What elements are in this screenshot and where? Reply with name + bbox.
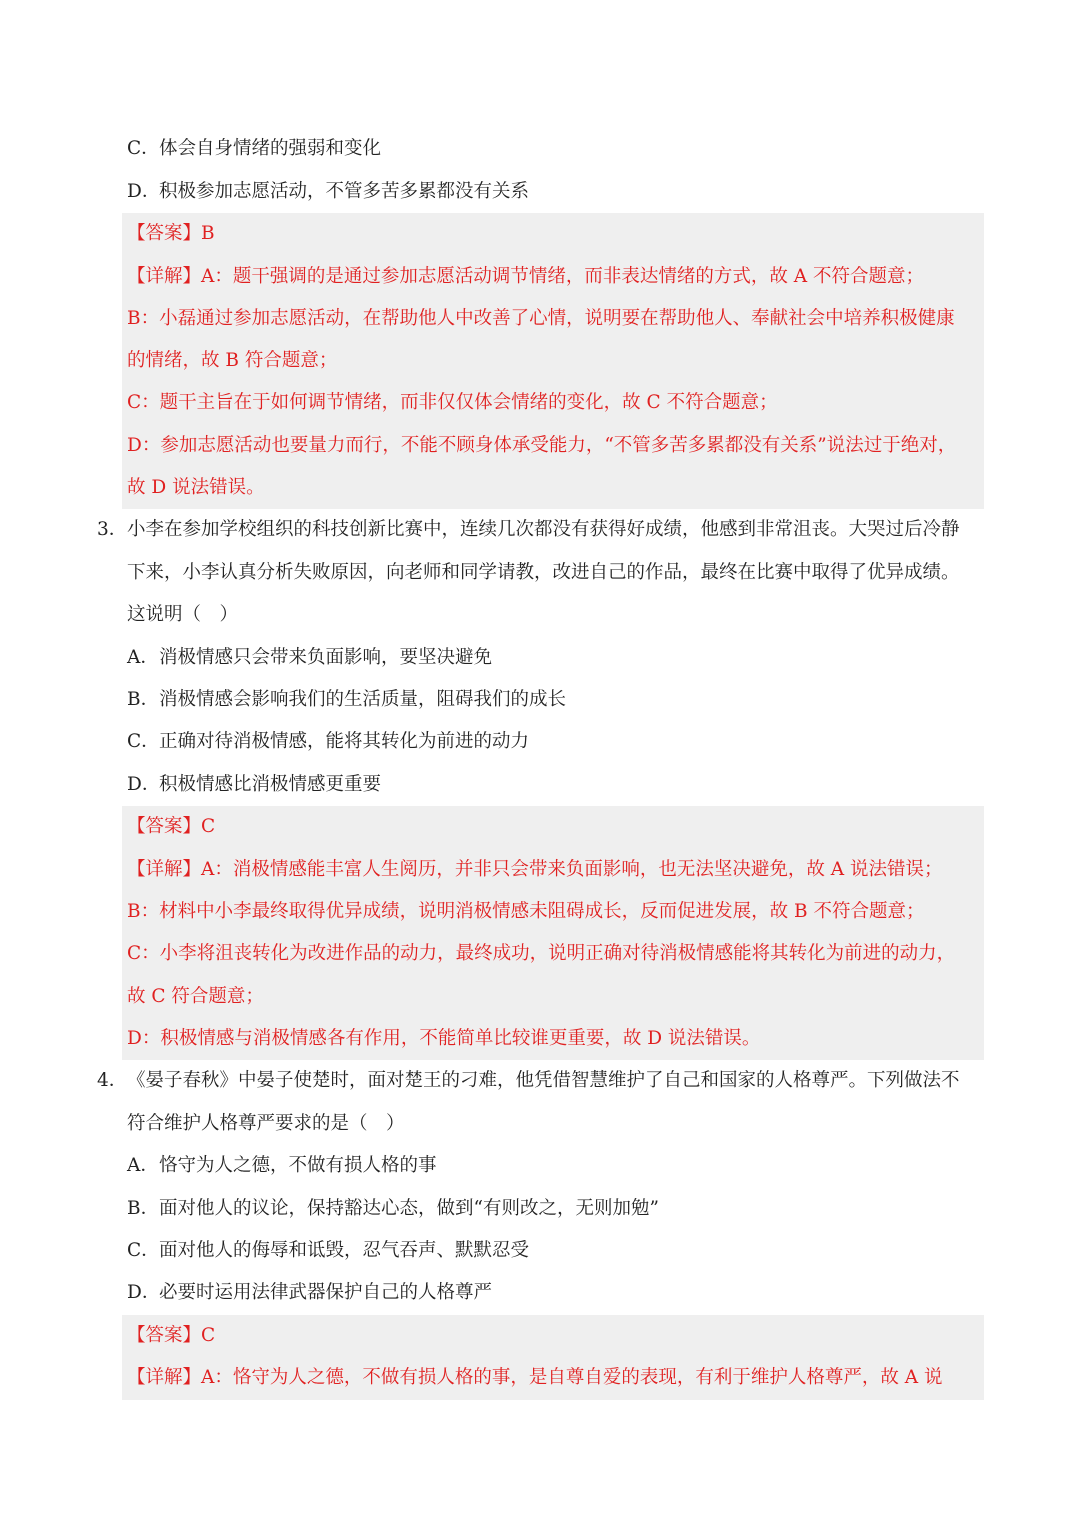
detail-line: C：小李将沮丧转化为改进作品的动力，最终成功，说明正确对待消极情感能将其转化为前进的动力， [127,943,956,964]
option-d: D．必要时运用法律武器保护自己的人格尊严 [127,1282,493,1303]
question-stem: 这说明（ ） [127,604,239,625]
detail-line: 的情绪，故 B 符合题意； [127,350,338,371]
option-a: A．恪守为人之德，不做有损人格的事 [127,1155,437,1176]
question-stem: 下来，小李认真分析失败原因，向老师和同学请教，改进自己的作品，最终在比赛中取得了优异成绩。 [127,562,960,583]
question-number: 3． [97,519,128,540]
option-c: C．体会自身情绪的强弱和变化 [127,138,382,159]
detail-line: 【详解】A：恪守为人之德，不做有损人格的事，是自尊自爱的表现，有利于维护人格尊严，故 A 说 [127,1367,943,1388]
detail-line: 【详解】A：题干强调的是通过参加志愿活动调节情绪，而非表达情绪的方式，故 A 不符合题意； [127,266,925,287]
option-c: C．正确对待消极情感，能将其转化为前进的动力 [127,731,530,752]
option-b: B．面对他人的议论，保持豁达心态，做到“有则改之，无则加勉” [127,1198,659,1219]
option-d: D．积极情感比消极情感更重要 [127,774,382,795]
option-c: C．面对他人的侮辱和诋毁，忍气吞声、默默忍受 [127,1240,530,1261]
detail-line: D：积极情感与消极情感各有作用，不能简单比较谁更重要，故 D 说法错误。 [127,1028,761,1049]
detail-line: D：参加志愿活动也要量力而行，不能不顾身体承受能力，“不管多苦多累都没有关系”说法过于绝对， [127,435,957,456]
option-a: A．消极情感只会带来负面影响，要坚决避免 [127,647,493,668]
detail-line: C：题干主旨在于如何调节情绪，而非仅仅体会情绪的变化，故 C 不符合题意； [127,392,778,413]
answer-line: 【答案】C [127,1325,216,1346]
option-d: D．积极参加志愿活动，不管多苦多累都没有关系 [127,181,530,202]
question-stem: 《晏子春秋》中晏子使楚时，面对楚王的刁难，他凭借智慧维护了自己和国家的人格尊严。下列做法不 [127,1070,960,1091]
detail-line: 故 D 说法错误。 [127,477,265,498]
detail-line: 故 C 符合题意； [127,986,264,1007]
question-stem: 符合维护人格尊严要求的是（ ） [127,1113,405,1134]
detail-line: B：小磊通过参加志愿活动，在帮助他人中改善了心情，说明要在帮助他人、奉献社会中培养积极健康 [127,308,955,329]
detail-line: 【详解】A：消极情感能丰富人生阅历，并非只会带来负面影响，也无法坚决避免，故 A 说法错误； [127,859,943,880]
question-stem: 小李在参加学校组织的科技创新比赛中，连续几次都没有获得好成绩，他感到非常沮丧。大哭过后冷静 [127,519,960,540]
answer-line: 【答案】C [127,816,216,837]
answer-line: 【答案】B [127,223,215,244]
option-b: B．消极情感会影响我们的生活质量，阻碍我们的成长 [127,689,567,710]
question-number: 4． [97,1070,128,1091]
detail-line: B：材料中小李最终取得优异成绩，说明消极情感未阻碍成长，反而促进发展，故 B 不符合题意； [127,901,925,922]
